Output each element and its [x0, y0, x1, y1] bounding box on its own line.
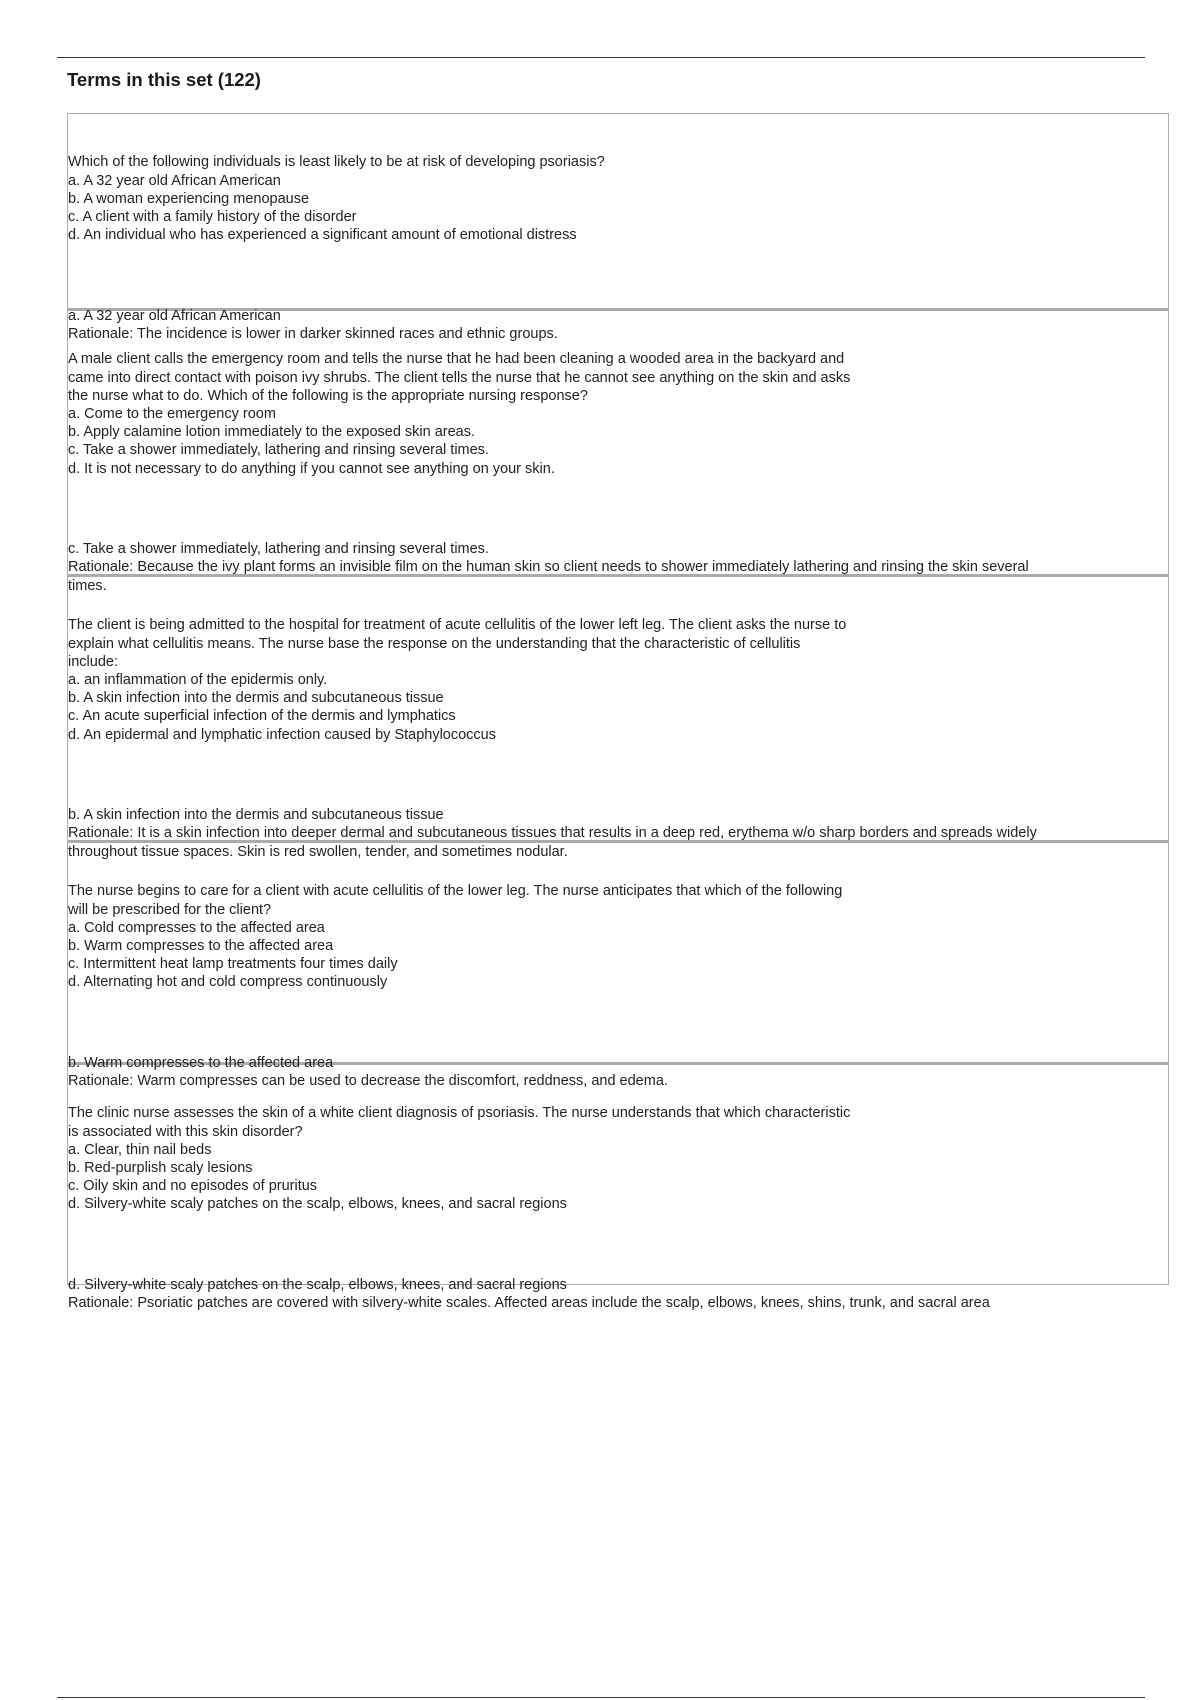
card-answer: c. Take a shower immediately, lathering and rinsing several times. Rationale: Because the ivy plant forms an invisible film on the human skin so client needs to shower immediately lathering and rinsing the skin several times. [68, 541, 1029, 594]
card-question: A male client calls the emergency room and tells the nurse that he had been cleaning a wooded area in the backyard and came into direct contact with poison ivy shrubs. The client tells the nurse that he cannot see anything on the skin and asks the nurse what to do. Which of the following is the appropriate nursing response? a. Come to the emergency room b. Apply calamine lotion immediately to the exposed skin areas. c. Take a shower immediately, lathering and rinsing several times. d. It is not necessary to do anything if you cannot see anything on your skin. [68, 351, 851, 477]
card-answer: b. A skin infection into the dermis and subcutaneous tissue Rationale: It is a skin infection into deeper dermal and subcutaneous tissues that results in a deep red, erythema w/o sharp borders and spreads widely throughout tissue spaces. Skin is red swollen, tender, and sometimes nodular. [68, 807, 1037, 860]
flashcard [68, 1065, 1168, 1312]
bottom-rule [57, 1697, 1145, 1698]
flashcard [68, 843, 1168, 1090]
card-question: The clinic nurse assesses the skin of a white client diagnosis of psoriasis. The nurse understands that which characteristic is associated with this skin disorder? a. Clear, thin nail beds b. Red-purplish scaly lesions c. Oily skin and no episodes of pruritus d. Silvery-white scaly patches on the scalp, elbows, knees, and sacral regions [68, 1105, 851, 1213]
flashcard-list [67, 113, 1169, 1312]
card-answer: d. Silvery-white scaly patches on the scalp, elbows, knees, and sacral regions Rationale: Psoriatic patches are covered with silvery-white scales. Affected areas include the scalp, elbows, knees, shins, trunk, and sacral area [68, 1277, 990, 1312]
card-answer: b. Warm compresses to the affected area Rationale: Warm compresses can be used to decrease the discomfort, reddness, and edema. [68, 1055, 668, 1090]
card-question: The nurse begins to care for a client with acute cellulitis of the lower leg. The nurse anticipates that which of the following will be prescribed for the client? a. Cold compresses to the affected area b. Warm compresses to the affected area c. Intermittent heat lamp treatments four times daily d. Alternating hot and cold compress continuously [68, 883, 843, 991]
card-question: Which of the following individuals is least likely to be at risk of developing psoriasis? a. A 32 year old African American b. A woman experiencing menopause c. A client with a family history of the disorder d. An individual who has experienced a significant amount of emotional distress [68, 154, 605, 244]
flashcard [68, 311, 1168, 594]
set-title: Terms in this set (122) [67, 69, 261, 90]
top-rule [57, 57, 1145, 58]
flashcard [68, 577, 1168, 860]
card-answer: a. A 32 year old African American Rationale: The incidence is lower in darker skinned races and ethnic groups. [68, 307, 558, 343]
flashcard [68, 114, 1168, 343]
card-question: The client is being admitted to the hospital for treatment of acute cellulitis of the lower left leg. The client asks the nurse to explain what cellulitis means. The nurse base the response on the understanding that the characteristic of cellulitis include: a. an inflammation of the epidermis only. b. A skin infection into the dermis and subcutaneous tissue c. An acute superficial infection of the dermis and lymphatics d. An epidermal and lymphatic infection caused by Staphylococcus [68, 617, 847, 743]
